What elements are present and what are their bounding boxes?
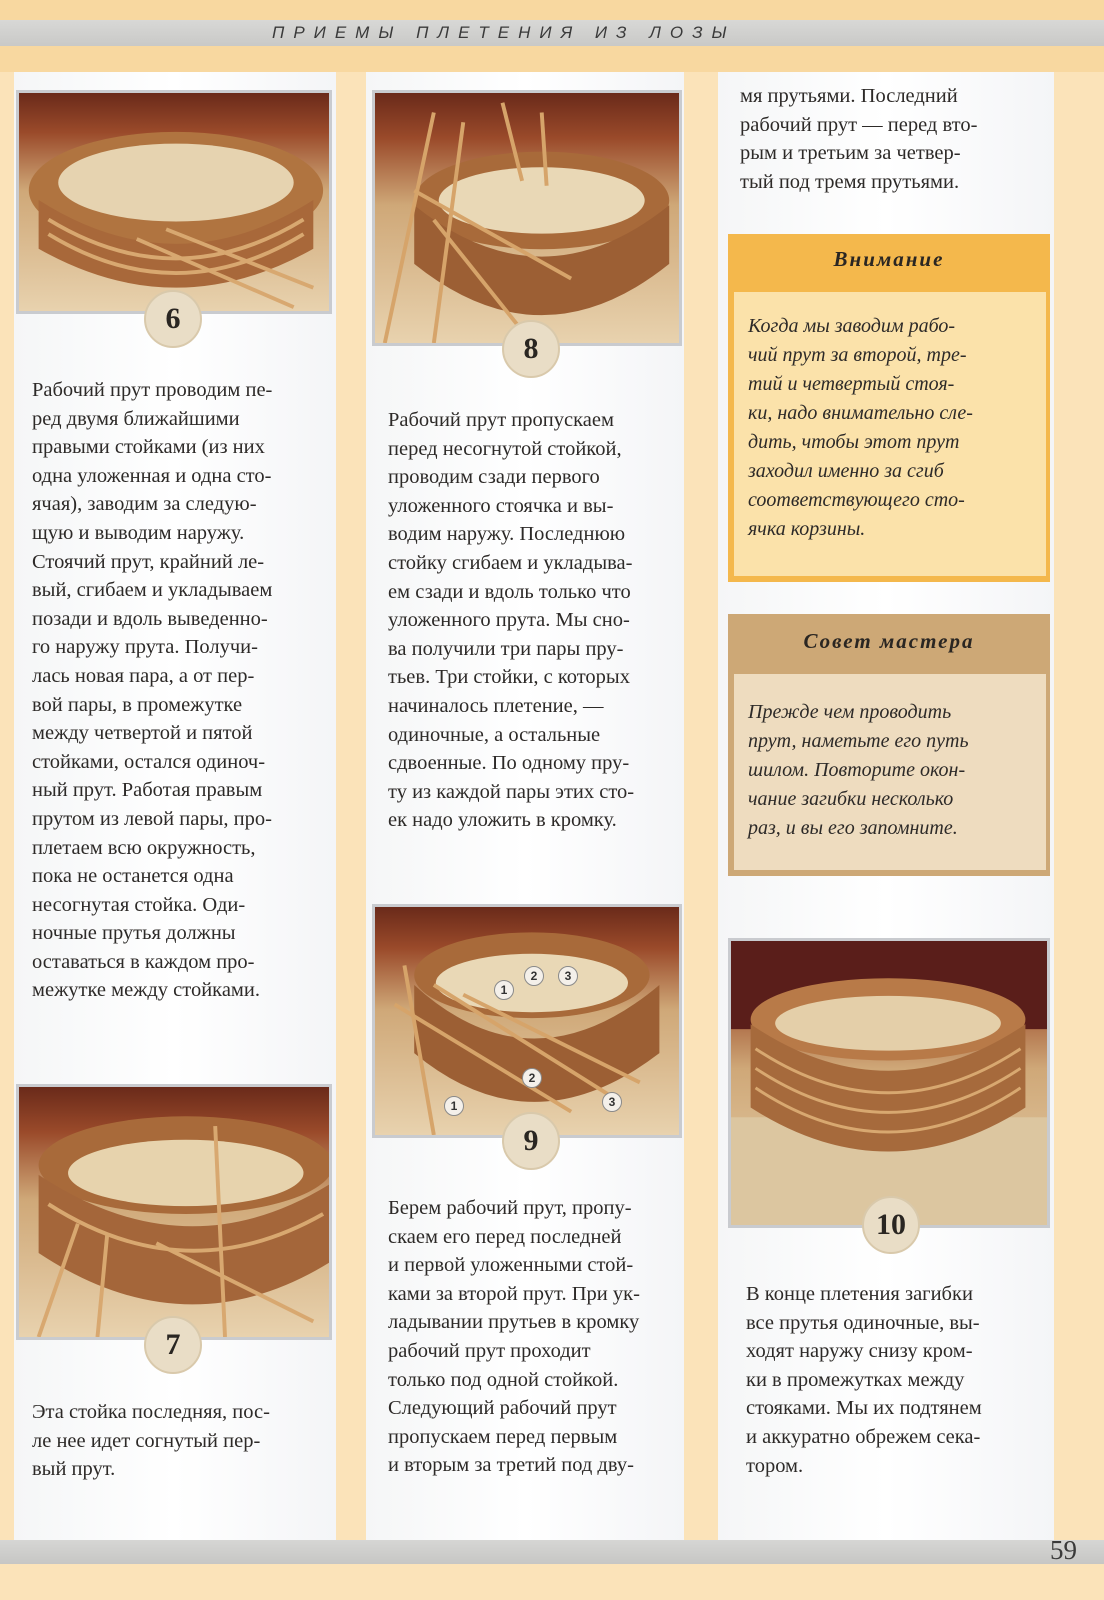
photo-step-7 — [16, 1084, 332, 1340]
step-7-number: 7 — [144, 1316, 202, 1374]
photo-step-6 — [16, 90, 332, 314]
footer-bar — [0, 1540, 1104, 1564]
photo-step-10 — [728, 938, 1050, 1228]
photo9-label-1-bottom: 1 — [444, 1096, 464, 1116]
step-9-continuation-text: мя прутьями. Последний рабочий прут — перед вто- рым и третьим за четвер- тый под тремя прутьями. — [740, 85, 978, 193]
tip-title: Совет мастера — [803, 629, 975, 653]
step-9-number: 9 — [502, 1112, 560, 1170]
photo-step-8 — [372, 90, 682, 346]
attention-text: Когда мы заводим рабо- чий прут за второй, тре- тий и четвертый стоя- ки, надо внимательно сле- дить, чтобы этот прут заходил именно за сгиб соответствующего сто- ячка корзины. — [748, 315, 973, 540]
step-10-number: 10 — [862, 1196, 920, 1254]
tip-text: Прежде чем проводить прут, наметьте его путь шилом. Повторите окон- чание загибки несколько раз, и вы его запомните. — [748, 701, 969, 839]
step-10-text: В конце плетения загибки все прутья одиночные, вы- ходят наружу снизу кром- ки в промежутках между стояками. Мы их подтянем и аккуратно обрежем сека- тором. — [746, 1283, 982, 1477]
step-7-text: Эта стойка последняя, пос- ле нее идет согнутый пер- вый прут. — [32, 1401, 270, 1481]
photo9-label-1-top: 1 — [494, 980, 514, 1000]
photo9-label-2-bottom: 2 — [522, 1068, 542, 1088]
step-9-text: Берем рабочий прут, пропу- скаем его перед последней и первой уложенными стой- ками за второй прут. При ук- ладывании прутьев в кромку рабочий прут проходит только под одной стойкой. Следующий рабочий прут пропускаем перед первым и вторым за третий под дву- — [388, 1197, 640, 1477]
running-header: ПРИЕМЫ ПЛЕТЕНИЯ ИЗ ЛОЗЫ — [272, 23, 736, 42]
step-6-text: Рабочий прут проводим пе- ред двумя ближайшими правыми стойками (из них одна уложенная и одна сто- ячая), заводим за следую- щую и выводим наружу. Стоячий прут, крайний ле- вый, сгибаем и укладываем позади и вдоль выведенно- го наружу прута. Получи- лась новая пара, а от пер- вой пары, в промежутке между четвертой и пятой стойками, остался одиноч- ный прут. Работая правым прутом из левой пары, про- плетаем всю окружность, пока не останется одна несогнутая стойка. Оди- ночные прутья должны оставаться в каждом про- межутке между стойками. — [32, 379, 273, 1002]
photo9-label-3-top: 3 — [558, 966, 578, 986]
attention-title: Внимание — [833, 247, 945, 271]
photo-step-9 — [372, 904, 682, 1138]
photo9-label-3-bottom: 3 — [602, 1092, 622, 1112]
step-8-text: Рабочий прут пропускаем перед несогнутой стойкой, проводим сзади первого уложенного стоячка и вы- водим наружу. Последнюю стойку сгибаем и укладыва- ем сзади и вдоль только что уложенного прута. Мы сно- ва получили три пары пру- тьев. Три стойки, с которых начиналось плетение, — одиночные, а остальные сдвоенные. По одному пру- ту из каждой пары этих сто- ек надо уложить в кромку. — [388, 409, 635, 832]
photo9-label-2-top: 2 — [524, 966, 544, 986]
step-6-number: 6 — [144, 290, 202, 348]
page-number: 59 — [1050, 1535, 1077, 1565]
step-8-number: 8 — [502, 320, 560, 378]
